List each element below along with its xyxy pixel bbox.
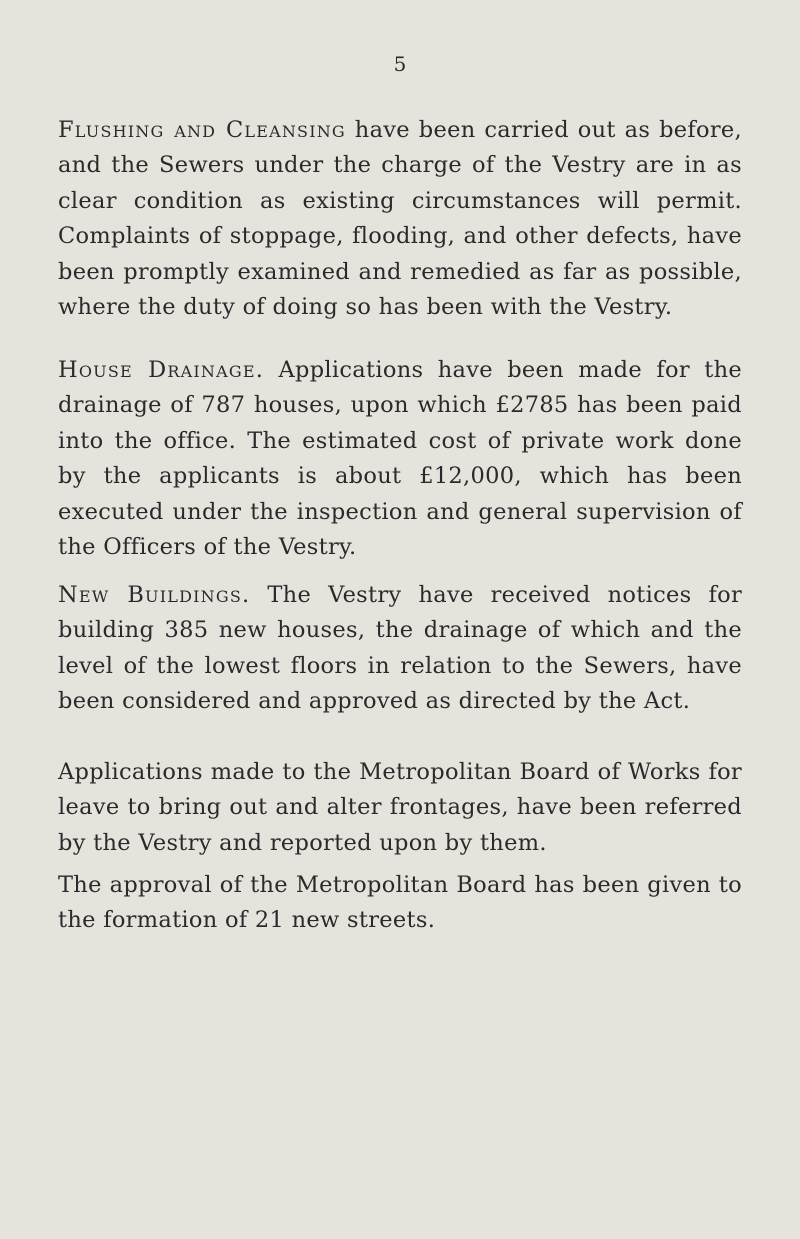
paragraph-heading: Flushing and Cleansing [58,116,346,143]
paragraph-text: Applications have been made for the drainage of 787 houses, upon which £2785 has been paid into the office. The estimated cost of private work done by the applicants is about £12,000, which has been executed under the inspection and general supervision of the Officers of the Vestry. [58,356,742,560]
paragraph-new-streets [58,868,742,939]
paragraph-frontages [58,755,742,862]
paragraph-new-buildings [58,578,742,720]
paragraph-house-drainage [58,353,742,566]
paragraph-heading: New Buildings. [58,581,251,608]
paragraph-text: Applications made to the Metropolitan Board of Works for leave to bring out and alter frontages, have been referred by the Vestry and reported upon by them. [58,758,742,856]
page-number: 5 [393,52,407,76]
paragraph-text: have been carried out as before, and the Sewers under the charge of the Vestry are in as clear condition as existing circumstances will permit. Complaints of stoppage, flooding, and other defects, have been promptly examined and remedied as far as possible, where the duty of doing so has been with the Vestry. [58,116,742,320]
paragraph-flushing-cleansing [58,113,742,326]
paragraph-heading: House Drainage. [58,356,265,383]
paragraph-text: The Vestry have received notices for building 385 new houses, the drainage of which and the level of the lowest floors in relation to the Sewers, have been considered and approved as directed by the Act. [58,581,742,714]
paragraph-text: The approval of the Metropolitan Board has been given to the formation of 21 new streets. [58,871,742,933]
